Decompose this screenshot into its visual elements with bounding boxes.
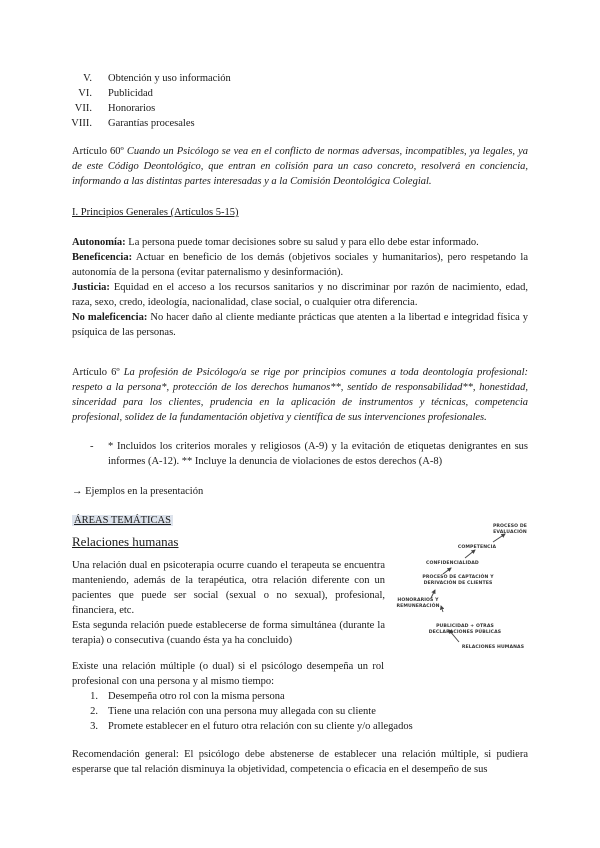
bullet-dash: - bbox=[90, 441, 94, 452]
principle-item bbox=[72, 250, 528, 280]
examples-note: → Ejemplos en la presentación bbox=[72, 486, 204, 497]
list-item-num: VII. bbox=[74, 103, 92, 114]
relations-heading: Relaciones humanas bbox=[72, 534, 179, 549]
relations-paragraph: Esta segunda relación puede establecerse de forma simultánea (durante la terapia) o consecutiva (cuando ésta ya ha concluido) bbox=[72, 620, 385, 646]
article-text: Cuando un Psicólogo se vea en el conflicto de normas adversas, incompatibles, ya legales, ya de este Código Deontológico, que entran en colisión para un caso concreto, resolverá en conciencia, informando a las distintas partes interesadas y a la Comisión Deontológica Colegial. bbox=[72, 146, 529, 187]
principle-text: Actuar en beneficio de los demás (objetivos sociales y humanitarios), pero respetando la autonomía de la persona (evitar paternalismo y desinformación). bbox=[72, 252, 529, 278]
diagram-label: CONFIDENCIALIDAD bbox=[426, 561, 479, 566]
list-item: Honorarios bbox=[108, 103, 156, 114]
section-heading: I. Principios Generales (Artículos 5-15) bbox=[72, 207, 239, 218]
diagram-arrow bbox=[465, 550, 475, 558]
principle-text: No hacer daño al cliente mediante prácticas que atenten a la libertad e integridad física y psíquica de las personas. bbox=[72, 312, 529, 338]
list-item: Desempeña otro rol con la misma persona bbox=[108, 691, 285, 702]
principle-item bbox=[72, 280, 528, 310]
list-item: Obtención y uso información bbox=[108, 73, 231, 84]
article-6-note: * Incluidos los criterios morales y religiosos (A-9) y la evitación de etiquetas denigrantes en sus informes (A-12). ** Incluye la denuncia de violaciones de estos derechos (A-8) bbox=[108, 441, 528, 467]
areas-heading bbox=[72, 513, 173, 528]
principles-list bbox=[72, 235, 528, 340]
principle-term: Beneficencia: bbox=[72, 252, 133, 263]
list-item-num: 3. bbox=[90, 721, 98, 732]
article-label: Artículo 6º bbox=[72, 367, 120, 378]
list-item-num: V. bbox=[83, 73, 92, 84]
list-item-num: VI. bbox=[78, 88, 92, 99]
diagram-label: RELACIONES HUMANAS bbox=[461, 645, 525, 650]
recommendation-paragraph: Recomendación general: El psicólogo debe abstenerse de establecer una relación múltiple, si pudiera esperarse que tal relación disminuya la objetividad, competencia o eficacia en el desempeño de sus bbox=[72, 749, 528, 775]
list-item: Tiene una relación con una persona muy allegada con su cliente bbox=[108, 706, 376, 717]
principle-item bbox=[72, 235, 528, 250]
list-item-num: 2. bbox=[90, 706, 98, 717]
diagram-arrow bbox=[443, 568, 451, 574]
principle-term: Autonomía: bbox=[72, 237, 126, 248]
list-item: Promete establecer en el futuro otra relación con su cliente y/o allegados bbox=[108, 721, 413, 732]
article-label: Artículo 60º bbox=[72, 146, 124, 157]
diagram-label: COMPETENCIA bbox=[457, 545, 497, 550]
principle-term: Justicia: bbox=[72, 282, 110, 293]
principle-text: La persona puede tomar decisiones sobre su salud y para ello debe estar informado. bbox=[128, 237, 479, 248]
list-item-num: 1. bbox=[90, 691, 98, 702]
diagram-label: PROCESO DE EVALUACIÓN bbox=[492, 524, 528, 535]
diagram-label: PUBLICIDAD + OTRAS DECLARACIONES PÚBLICAS bbox=[428, 624, 502, 635]
areas-heading-text: ÁREAS TEMÁTICAS bbox=[74, 515, 171, 526]
list-item-num: VIII. bbox=[71, 118, 92, 129]
principle-item bbox=[72, 310, 528, 340]
principle-text: Equidad en el acceso a los recursos sanitarios y no discriminar por razón de nacimiento, edad, raza, sexo, credo, ideología, nacionalidad, clase social, o cualquier otra diferencia. bbox=[72, 282, 528, 308]
article-60 bbox=[72, 144, 528, 189]
article-text: La profesión de Psicólogo/a se rige por principios comunes a toda deontología profesional: respeto a la persona*, protección de los derechos humanos**, sentido de responsabilidad**, honestidad, sinceridad para los clientes, prudencia en la aplicación de instrumentos y técnicas, competencia profesional, solidez de la fundamentación objetiva y científica de sus intervenciones profesionales. bbox=[72, 367, 529, 423]
article-6 bbox=[72, 365, 528, 425]
principle-term: No maleficencia: bbox=[72, 312, 148, 323]
list-item: Garantías procesales bbox=[108, 118, 195, 129]
diagram-arrow bbox=[493, 534, 505, 542]
diagram-label: PROCESO DE CAPTACIÓN Y DERIVACIÓN DE CLIENTES bbox=[422, 575, 494, 586]
diagram-label: HONORARIOS Y REMUNERACIÓN bbox=[396, 598, 440, 609]
thematic-areas-diagram bbox=[405, 518, 535, 660]
relations-paragraph: Una relación dual en psicoterapia ocurre cuando el terapeuta se encuentra manteniendo, además de la terapéutica, otra relación diferente con un pacientes que puede ser social (sexual o no sexual), profesional, financiera, etc. bbox=[72, 560, 385, 616]
diagram-arrow bbox=[431, 590, 435, 598]
relations-paragraph: Existe una relación múltiple (o dual) si el psicólogo desempeña un rol profesional con una persona y al mismo tiempo: bbox=[72, 661, 384, 687]
list-item: Publicidad bbox=[108, 88, 153, 99]
